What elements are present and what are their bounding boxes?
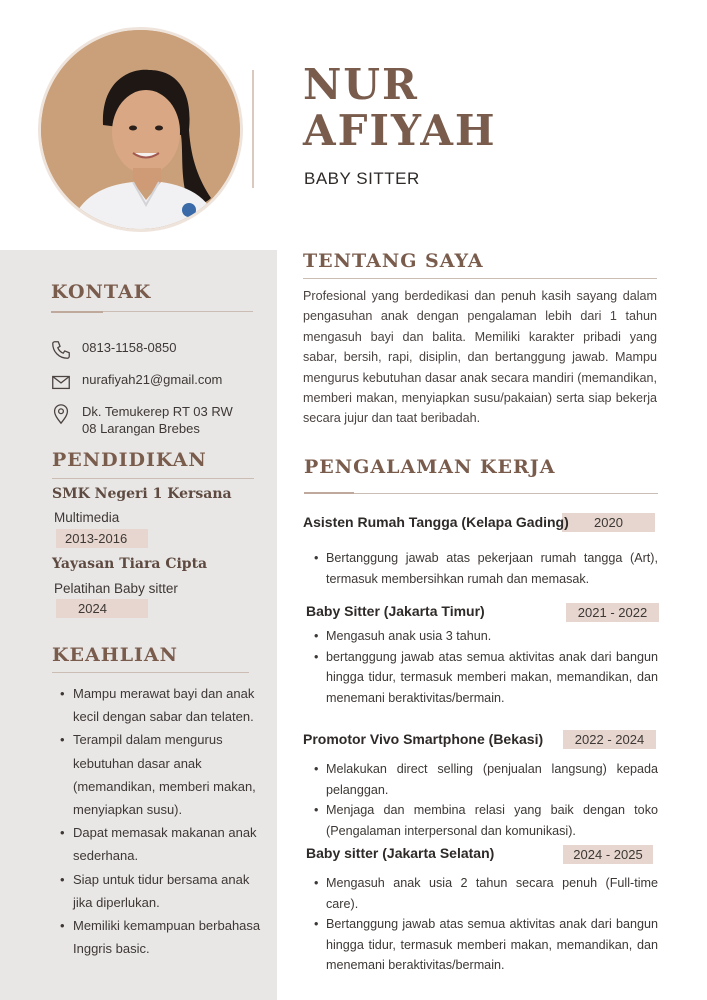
contact-heading: KONTAK: [51, 281, 152, 303]
phone-icon: [50, 339, 72, 361]
experience-heading-rule: [354, 493, 658, 494]
location-pin-icon: [50, 403, 72, 425]
list-item: • Mampu merawat bayi dan anak kecil dengan sabar dan telaten.: [55, 682, 265, 728]
job-bullets-4: [304, 873, 658, 976]
education-field-2: Pelatihan Baby sitter: [54, 581, 178, 596]
list-item: • Terampil dalam mengurus kebutuhan dasar anak (memandikan, memberi makan, menyiapkan susu).: [55, 728, 265, 821]
phone-text: 0813-1158-0850: [82, 340, 177, 355]
education-year-2: 2024: [56, 599, 148, 618]
experience-heading-accent: [304, 492, 354, 494]
name-heading: NUR AFIYAH: [303, 60, 497, 155]
profile-photo: [41, 30, 240, 229]
list-item: • Bertanggung jawab atas semua aktivitas anak dari bangun hingga tidur, termasuk memberi makan, memandikan, dan menemani beraktivitas/bermain.: [304, 914, 658, 976]
job-title-3: Promotor Vivo Smartphone (Bekasi): [303, 731, 544, 747]
job-title-4: Baby sitter (Jakarta Selatan): [306, 845, 495, 861]
list-item: • Memiliki kemampuan berbahasa Inggris basic.: [55, 914, 265, 960]
job-bullets-3: [304, 759, 658, 841]
email-text: nurafiyah21@gmail.com: [82, 372, 223, 387]
job-date-1: 2020: [562, 513, 655, 532]
list-item: • Mengasuh anak usia 2 tahun secara penuh (Full-time care).: [304, 873, 658, 914]
about-heading: TENTANG SAYA: [303, 250, 484, 272]
skills-heading-rule: [52, 672, 249, 673]
mail-icon: [50, 371, 72, 393]
job-title-1: Asisten Rumah Tangga (Kelapa Gading): [303, 514, 569, 530]
about-paragraph: Profesional yang berdedikasi dan penuh kasih sayang dalam pengasuhan anak dengan pengalaman lebih dari 1 tahun mengasuh bayi dan balita. Memiliki karakter pribadi yang sabar, bersih, rapi, disiplin, dan bertanggung jawab. Mampu mengurus kebutuhan dasar anak secara mandiri (memandikan, memberi makan, menyiapkan susu/pakaian) serta siap bekerja secara jujur dan taat beribadah.: [303, 289, 657, 426]
profile-photo-frame: [38, 27, 243, 232]
contact-email: [50, 371, 222, 393]
list-item: • Bertanggung jawab atas pekerjaan rumah tangga (Art), termasuk membersihkan rumah dan memasak.: [304, 548, 658, 589]
list-item: • Melakukan direct selling (penjualan langsung) kepada pelanggan.: [304, 759, 658, 800]
list-item: • bertanggung jawab atas semua aktivitas anak dari bangun hingga tidur, termasuk memberi makan, memandikan, dan menemani beraktivitas/bermain.: [304, 647, 658, 709]
contact-heading-accent: [51, 311, 103, 313]
contact-phone: [50, 339, 176, 361]
header-divider: [252, 70, 254, 188]
education-field-1: Multimedia: [54, 510, 120, 525]
contact-heading-rule: [103, 311, 253, 312]
skills-list: [55, 682, 265, 960]
education-heading: PENDIDIKAN: [52, 449, 207, 471]
job-bullets-1: [304, 548, 658, 589]
job-date-4: 2024 - 2025: [563, 845, 653, 864]
experience-heading: PENGALAMAN KERJA: [304, 456, 556, 478]
role-subtitle: BABY SITTER: [304, 169, 420, 188]
job-bullets-2: [304, 626, 658, 708]
list-item: • Dapat memasak makanan anak sederhana.: [55, 821, 265, 867]
list-item: • Mengasuh anak usia 3 tahun.: [304, 626, 658, 647]
job-date-3: 2022 - 2024: [563, 730, 656, 749]
skills-heading: KEAHLIAN: [52, 644, 179, 666]
address-text: Dk. Temukerep RT 03 RW 08 Larangan Brebes: [82, 404, 233, 436]
list-item: • Menjaga dan membina relasi yang baik dengan toko (Pengalaman interpersonal dan komunikasi).: [304, 800, 658, 841]
education-heading-rule: [52, 478, 254, 479]
education-year-1: 2013-2016: [56, 529, 148, 548]
education-school-2: Yayasan Tiara Cipta: [52, 556, 208, 572]
education-school-1: SMK Negeri 1 Kersana: [52, 486, 232, 502]
job-title-2: Baby Sitter (Jakarta Timur): [306, 603, 485, 619]
list-item: • Siap untuk tidur bersama anak jika diperlukan.: [55, 868, 265, 914]
about-heading-rule: [303, 278, 657, 279]
job-date-2: 2021 - 2022: [566, 603, 659, 622]
contact-address: [50, 403, 233, 437]
